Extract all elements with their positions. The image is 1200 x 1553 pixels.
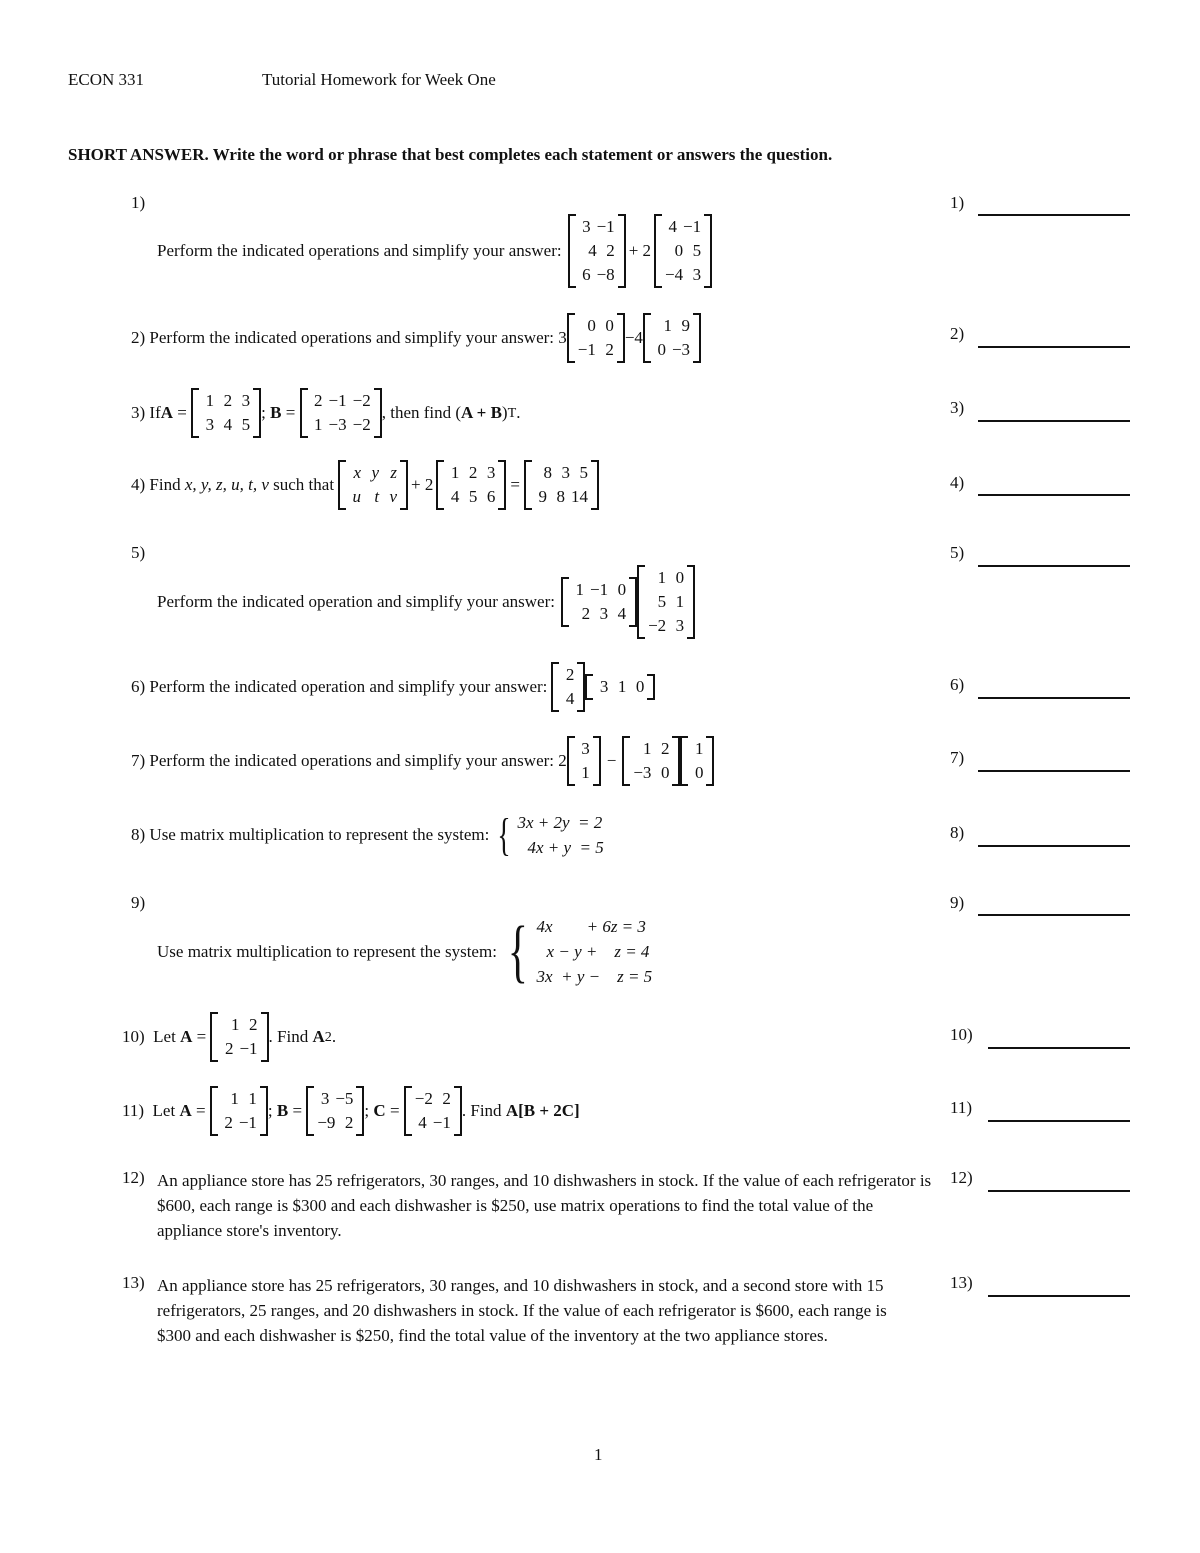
q10-end: . <box>331 1027 337 1046</box>
q2-content <box>131 313 701 363</box>
q6-answer-number: 6) <box>950 675 965 694</box>
q1-content <box>157 214 712 288</box>
q3-eq-b: = <box>281 403 300 422</box>
q8-text: 8) Use matrix multiplication to represent the system: <box>131 825 490 844</box>
q13-text: An appliance store has 25 refrigerators, 30 ranges, and 10 dishwashers in stock, and a second store with 15 refrigerators, 25 ranges, and 20 dishwashers in stock. If the value of each refrigerator is $600, each range is $300 and each dishwasher is $250, find the total value of the inventory at the two appliance stores. <box>157 1276 887 1345</box>
q11-answer-line[interactable] <box>988 1120 1130 1122</box>
q10-answer-line[interactable] <box>988 1047 1130 1049</box>
q11-matrix-c: −2 2 4 −1 <box>404 1086 462 1136</box>
q3-close: ) <box>501 403 508 422</box>
q11-sep2: ; <box>364 1101 374 1120</box>
q13-answer-number: 13) <box>950 1273 973 1292</box>
q3-prefix: 3) If <box>131 403 161 422</box>
q11-eq-a: = <box>191 1101 210 1120</box>
q3-end: . <box>516 403 521 422</box>
q5-matrix-a: 1 −1 0 2 3 4 <box>561 577 637 627</box>
q11-var-c: C <box>373 1101 386 1120</box>
q1-text: Perform the indicated operations and simplify your answer: <box>157 241 562 260</box>
q1-answer-number: 1) <box>950 193 965 212</box>
q10-post: . Find <box>268 1027 313 1046</box>
q3-eq: = <box>173 403 192 422</box>
q10-prefix: 10) Let <box>122 1027 181 1046</box>
q4-matrix-c: 8 3 5 9 8 14 <box>524 460 599 510</box>
q11-expr: A[B + 2C] <box>505 1101 580 1120</box>
q3-var-b: B <box>270 403 282 422</box>
q9-content <box>157 914 652 989</box>
q6-content <box>131 662 655 712</box>
q2-answer-number: 2) <box>950 324 965 343</box>
q1-answer-line[interactable] <box>978 214 1130 216</box>
q8-eq2: 4x + y = 5 <box>527 838 604 857</box>
q2-operator: −4 <box>624 328 643 347</box>
instructions: SHORT ANSWER. Write the word or phrase that best completes each statement or answers the question. <box>68 145 833 164</box>
q3-content <box>131 388 521 438</box>
q10-var-a: A <box>180 1027 193 1046</box>
q13-answer-line[interactable] <box>988 1295 1130 1297</box>
q3-matrix-a: 1 2 3 3 4 5 <box>191 388 261 438</box>
q5-matrix-b: 1 0 5 1 −2 3 <box>637 565 695 639</box>
q3-transpose: T <box>507 404 517 421</box>
q7-matrix-a: 3 1 <box>567 736 601 786</box>
q11-var-a: A <box>179 1101 192 1120</box>
q7-matrix-c: 1 0 <box>680 736 714 786</box>
q13-label: 13) <box>122 1273 145 1292</box>
q6-text: 6) Perform the indicated operation and simplify your answer: <box>131 677 548 696</box>
q11-prefix: 11) Let <box>122 1101 180 1120</box>
q1-matrix-b: 4 −1 0 5 −4 3 <box>654 214 712 288</box>
q10-eq: = <box>192 1027 211 1046</box>
q4-vars: x, y, z, u, t, v <box>184 475 269 494</box>
q3-answer-number: 3) <box>950 398 965 417</box>
q4-answer-number: 4) <box>950 473 965 492</box>
q11-post: . Find <box>461 1101 506 1120</box>
q2-matrix-a: 0 0 −1 2 <box>567 313 625 363</box>
q4-matrix-vars: x y z u t v <box>338 460 408 510</box>
q11-matrix-a: 1 1 2 −1 <box>210 1086 268 1136</box>
q10-matrix-a: 1 2 2 −1 <box>210 1012 268 1062</box>
q8-answer-number: 8) <box>950 823 965 842</box>
q5-answer-line[interactable] <box>978 565 1130 567</box>
q7-operator: − <box>606 751 617 770</box>
q7-answer-number: 7) <box>950 748 965 767</box>
q5-text: Perform the indicated operation and simplify your answer: <box>157 592 555 611</box>
q10-var-a2: A <box>312 1027 325 1046</box>
q9-text: Use matrix multiplication to represent the system: <box>157 941 497 961</box>
q5-number: 5) <box>131 543 146 562</box>
q12-text: An appliance store has 25 refrigerators, 30 ranges, and 10 dishwashers in stock. If the value of each refrigerator is $600, each range is $300 and each dishwasher is $250, use matrix operations to find the total value of the appliance store's inventory. <box>157 1171 932 1240</box>
q9-answer-number: 9) <box>950 893 965 912</box>
q5-answer-number: 5) <box>950 543 965 562</box>
q11-var-b: B <box>276 1101 289 1120</box>
q9-eq1: 4x + 6z = 3 <box>536 917 646 936</box>
q10-answer-number: 10) <box>950 1025 973 1044</box>
q8-eq1: 3x + 2y = 2 <box>517 813 603 832</box>
q1-matrix-a: 3 −1 4 2 6 −8 <box>568 214 626 288</box>
q4-prefix: 4) Find <box>131 475 185 494</box>
q6-matrix-a: 2 4 <box>551 662 585 712</box>
q3-matrix-b: 2 −1 −2 1 −3 −2 <box>300 388 382 438</box>
q8-content <box>131 810 604 860</box>
q10-content <box>122 1012 336 1062</box>
q7-matrix-b: 1 2 −3 0 <box>622 736 680 786</box>
q9-system: { 4x + 6z = 3 x − y + z = 4 3x + y − z = 5 <box>507 912 653 990</box>
q8-answer-line[interactable] <box>978 845 1130 847</box>
page-number: 1 <box>594 1445 603 1464</box>
q11-sep1: ; <box>267 1101 277 1120</box>
q3-sum: A + B <box>461 403 502 422</box>
q4-matrix-b: 1 2 3 4 5 6 <box>436 460 506 510</box>
q11-matrix-b: 3 −5 −9 2 <box>306 1086 364 1136</box>
q4-content <box>131 460 599 510</box>
q9-eq3: 3x + y − z = 5 <box>536 967 653 986</box>
q12-answer-line[interactable] <box>988 1190 1130 1192</box>
q2-matrix-b: 1 9 0 −3 <box>643 313 701 363</box>
q9-answer-line[interactable] <box>978 914 1130 916</box>
course-code: ECON 331 <box>68 70 145 89</box>
q10-exponent: 2 <box>324 1028 332 1045</box>
q4-op1: + 2 <box>411 475 434 494</box>
q9-number: 9) <box>131 893 146 912</box>
q6-answer-line[interactable] <box>978 697 1130 699</box>
q5-content <box>157 565 695 639</box>
q11-eq-c: = <box>385 1101 404 1120</box>
q11-answer-number: 11) <box>950 1098 973 1117</box>
q3-var-a: A <box>160 403 174 422</box>
q7-text: 7) Perform the indicated operations and simplify your answer: 2 <box>131 751 567 770</box>
q11-eq-b: = <box>288 1101 307 1120</box>
q4-answer-line[interactable] <box>978 494 1130 496</box>
q6-matrix-b: 3 1 0 <box>585 674 655 700</box>
q8-system: { 3x + 2y = 2 4x + y = 5 <box>497 809 604 860</box>
document-title: Tutorial Homework for Week One <box>262 70 496 89</box>
q4-op2: = <box>510 475 520 494</box>
q3-sep: ; <box>261 403 271 422</box>
q2-text: 2) Perform the indicated operations and simplify your answer: 3 <box>131 328 567 347</box>
q1-operator: + 2 <box>628 241 652 260</box>
q7-answer-line[interactable] <box>978 770 1130 772</box>
q11-content <box>122 1086 580 1136</box>
q1-number: 1) <box>131 193 146 212</box>
q2-answer-line[interactable] <box>978 346 1130 348</box>
q3-post: , then find ( <box>381 403 462 422</box>
q12-label: 12) <box>122 1168 145 1187</box>
q12-answer-number: 12) <box>950 1168 973 1187</box>
q9-eq2: x − y + z = 4 <box>546 942 650 961</box>
q3-answer-line[interactable] <box>978 420 1130 422</box>
q7-content <box>131 736 714 786</box>
q4-mid: such that <box>268 475 335 494</box>
